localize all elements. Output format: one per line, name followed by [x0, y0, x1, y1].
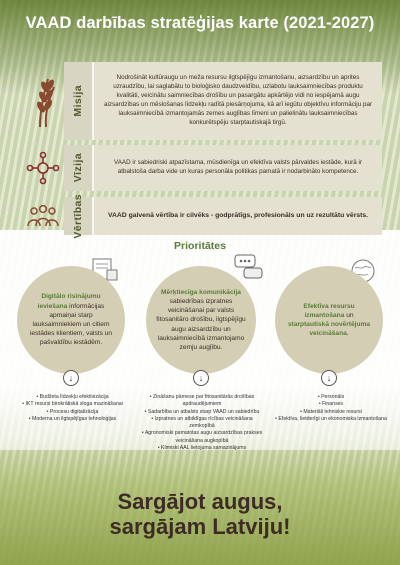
list-item: • Procesu digitalizācija: [10, 409, 135, 416]
priority-resources-circle: [275, 266, 383, 374]
list-item: • Zināšanu pārnese par fitosanitārās drošības apdraudējumiem: [140, 394, 264, 409]
slogan-line-2: sargājam Latviju!: [109, 513, 291, 539]
priority-communication-list: [140, 394, 264, 452]
list-item: • Personāls: [270, 394, 392, 401]
priority-resources-bold: Efektīva resursu izmantošana: [303, 302, 355, 319]
people-network-icon: [22, 145, 64, 191]
priority-resources-list: [270, 394, 392, 423]
mission-row: [22, 62, 382, 140]
priority-digital-rest: informācijas apmaiņai starp lauksaimniekiem un citiem iestādes klientiem, valsts un pašvaldību iestādēm.: [29, 302, 113, 347]
mission-label-cell: [64, 62, 92, 140]
list-item: • Klimiski AAL lietojuma samazinājums: [140, 445, 264, 452]
vision-text: VAAD ir sabiedriski atpazīstama, mūsdienīga un efektīva valsts pārvaldes iestāde, kurā ir atbalstoša darba vide un kuras personāla politikas pamatā ir nodarbināto kompetence.: [92, 145, 382, 191]
priority-communication-text: [156, 288, 246, 353]
priority-resources-text: [287, 302, 371, 339]
vision-label: Vīzija: [72, 153, 84, 183]
page-title: VAAD darbības stratēģijas karte (2021-2027): [25, 14, 375, 32]
priority-communication-rest: sabiedrības izpratnes veicināšanai par valsts fitosanitāro drošību, ilgtspējīgu augu aizsardzību un lauksaimniecībā izmantojamo zemju augļību.: [156, 297, 246, 352]
chevron-down-icon: ↓: [193, 370, 209, 386]
list-item: • IKT resursi birokrātiskā sloga mazināšanai: [10, 401, 135, 408]
priorities-title: Prioritātes: [174, 240, 226, 252]
list-item: • Sadarbība un atbalsts starp VAAD un sabiedrību: [140, 409, 264, 416]
team-icon: [22, 197, 64, 235]
values-label-cell: [64, 193, 92, 239]
list-item: • Moderna un ilgtspējīgas tehnoloģijas: [10, 416, 135, 423]
priority-communication-circle: [146, 266, 256, 374]
list-item: • Izpratnes un atbildīgas rīcības veicināšana zemkopībā: [140, 416, 264, 431]
list-item: • Materiāli tehniskie resursi: [270, 409, 392, 416]
priority-digital-circle: [17, 266, 125, 374]
list-item: • Budžeta līdzekļu efektivizācija: [10, 394, 135, 401]
priority-digital-list: [10, 394, 135, 423]
priority-resources-bold2: starptautiskā novērtējuma veicināšana.: [287, 321, 371, 338]
vision-row: [22, 145, 382, 191]
slogan: [0, 490, 400, 539]
values-label: Vērtības: [72, 193, 84, 239]
list-item: • Agronomiski pamatotas augu aizsardzības prakses veicināšana augkopībā: [140, 430, 264, 445]
priority-digital-bold: Digitālo risinājumu ieviešana: [37, 293, 101, 310]
values-row: [22, 193, 382, 239]
chevron-down-icon: ↓: [63, 370, 79, 386]
values-text: VAAD galvenā vērtība ir cilvēks - godprātīgs, profesionāls un uz rezultātu vērsts.: [92, 197, 382, 235]
chevron-down-icon: ↓: [321, 370, 337, 386]
vision-label-cell: [64, 145, 92, 191]
priority-communication-bold: Mērķtiecīga komunikācija: [161, 288, 241, 296]
chat-icon: [234, 254, 264, 280]
slogan-line-1: Sargājot augus,: [117, 489, 283, 514]
priority-digital-text: [29, 292, 113, 347]
mission-label: Misija: [72, 85, 84, 117]
priority-resources-mid: un: [344, 311, 354, 319]
list-item: • Efektīva, lietderīgi un ekonomiska izmantošana: [270, 416, 392, 423]
list-item: • Finanses: [270, 401, 392, 408]
wheat-icon: [22, 62, 64, 140]
mission-text: Nodrošināt kultūraugu un meža resursu ilgtspējīgu izmantošanu, aizsardzību un aprites uzraudzību, lai saglabātu to bioloģisko daudzveidību, uzlabotu lauksaimniecības produktu kvalitāti, veicinātu saimniecības drošību un pasargātu apkārtējo vidi no iespējamā augu aizsardzības un mēslošanas līdzekļu radītā piesārņojuma, kā arī iegūtu objektīvu informāciju par lauksaimniecībā izmantojamās zemes augļības līmeni un palielinātu lauksaimniecības konkurētspēju starptautiskajā tirgū.: [92, 62, 382, 140]
